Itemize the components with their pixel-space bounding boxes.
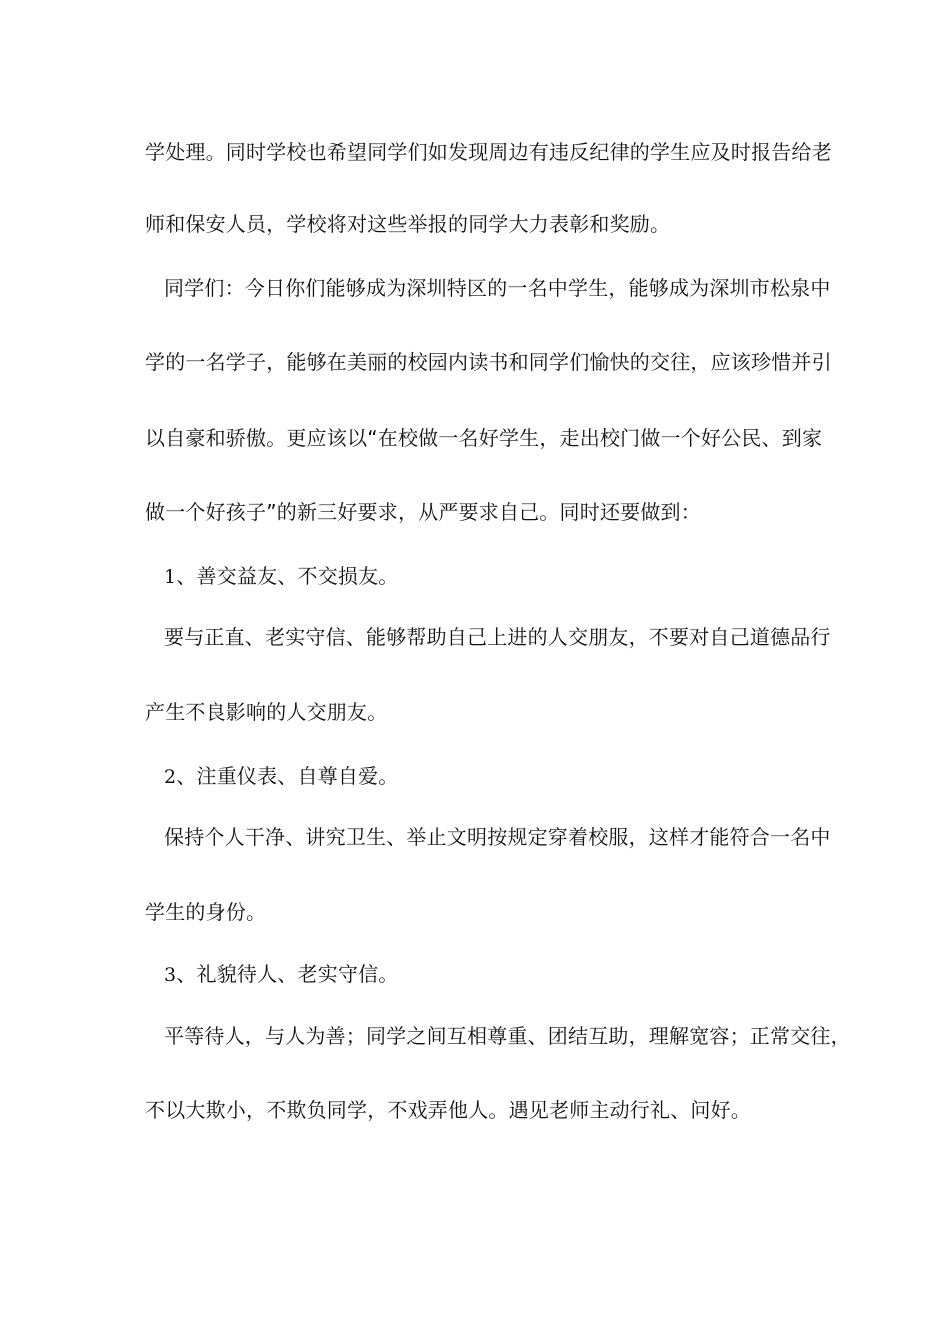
list-item-heading [164, 562, 834, 591]
paragraph-line: 以自豪和骄傲。更应该以“在校做一名好学生，走出校门做一个好公民、到家 [145, 426, 823, 450]
paragraph-line: 学生的身份。 [145, 900, 267, 924]
paragraph-line: 平等待人，与人为善；同学之间互相尊重、团结互助，理解宽容；正常交往， [164, 1024, 851, 1048]
paragraph-line: 产生不良影响的人交朋友。 [145, 700, 388, 724]
list-item-heading [164, 762, 834, 791]
paragraph-line: 不以大欺小，不欺负同学，不戏弄他人。遇见老师主动行礼、问好。 [145, 1098, 751, 1122]
list-number: 1 [164, 566, 177, 588]
list-number: 2 [164, 766, 177, 788]
paragraph-line: 同学们：今日你们能够成为深圳特区的一名中学生，能够成为深圳市松泉中 [164, 276, 831, 300]
list-heading-text: 、善交益友、不交损友。 [176, 564, 399, 588]
paragraph-line: 做一个好孩子”的新三好要求，从严要求自己。同时还要做到： [145, 500, 701, 524]
paragraph-line: 师和保安人员，学校将对这些举报的同学大力表彰和奖励。 [145, 212, 671, 236]
paragraph-line: 保持个人干净、讲究卫生、举止文明按规定穿着校服，这样才能符合一名中 [164, 825, 831, 849]
list-heading-text: 、注重仪表、自尊自爱。 [176, 764, 399, 788]
paragraph-line: 要与正直、老实守信、能够帮助自己上进的人交朋友，不要对自己道德品行 [164, 625, 831, 649]
list-item-heading [164, 960, 834, 989]
list-heading-text: 、礼貌待人、老实守信。 [176, 962, 399, 986]
list-number: 3 [164, 964, 177, 986]
paragraph-line: 学的一名学子，能够在美丽的校园内读书和同学们愉快的交往，应该珍惜并引 [145, 350, 832, 374]
paragraph-line: 学处理。同时学校也希望同学们如发现周边有违反纪律的学生应及时报告给老 [145, 140, 832, 164]
